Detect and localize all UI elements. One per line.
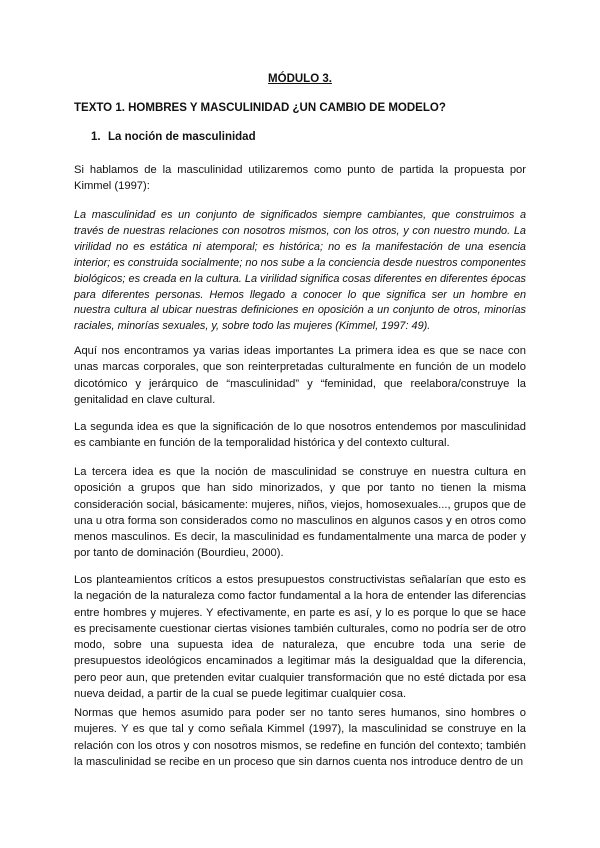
subsection-heading [91, 131, 256, 143]
module-title: MÓDULO 3. [268, 73, 332, 85]
subsection-number: 1. [91, 131, 101, 143]
paragraph-first-idea: Aquí nos encontramos ya varias ideas importantes La primera idea es que se nace con unas marcas corporales, que son reinterpretadas culturalmente en función de un modelo dicotómico y jerárquico de “masculinidad” y “feminidad, que reelabora/construye la genitalidad en clave cultural. [74, 345, 526, 406]
paragraph-norms: Normas que hemos asumido para poder ser no tanto seres humanos, sino hombres o mujeres. Y es que tal y como señala Kimmel (1997), la masculinidad se construye en la relación con los otros y con nosotros mismos, se redefine en función del contexto; también la masculinidad se recibe en un proceso que sin darnos cuenta nos introduce dentro de un [74, 707, 526, 768]
text-title: TEXTO 1. HOMBRES Y MASCULINIDAD ¿UN CAMBIO DE MODELO? [74, 102, 446, 114]
intro-paragraph: Si hablamos de la masculinidad utilizaremos como punto de partida la propuesta por Kimmel (1997): [74, 164, 526, 193]
subsection-label: La noción de masculinidad [108, 131, 256, 143]
paragraph-critiques: Los planteamientos críticos a estos presupuestos constructivistas señalarían que esto es la negación de la naturaleza como factor fundamental a la hora de entender las diferencias entre hombres y mujeres. Y efectivamente, en parte es así, y lo es porque lo que se hace es precisamente cuestionar ciertas visiones también culturales, como no podría ser de otro modo, sobre una supuesta idea de naturaleza, que encubre toda una serie de presupuestos ideológicos encaminados a legitimar más la desigualdad que la diferencia, pero peor aun, que pretenden evitar cualquier transformación que no esté dictada por esa nueva deidad, a partir de la cual se puede legitimar cualquier cosa. [74, 574, 526, 701]
paragraph-second-idea: La segunda idea es que la significación de lo que nosotros entendemos por masculinidad es cambiante en función de la temporalidad histórica y del contexto cultural. [74, 421, 526, 450]
paragraph-third-idea: La tercera idea es que la noción de masculinidad se construye en nuestra cultura en oposición a grupos que han sido minorizados, y que por tanto no tienen la misma consideración social, básicamente: mujeres, niños, viejos, homosexuales..., grupos que de una u otra forma son considerados como no masculinos en algunos casos y en otros como menos masculinos. Es decir, la masculinidad es fundamentalmente una marca de poder y por tanto de dominación (Bourdieu, 2000). [74, 466, 526, 560]
kimmel-quote: La masculinidad es un conjunto de significados siempre cambiantes, que construimos a través de nuestras relaciones con nosotros mismos, con los otros, y con nuestro mundo. La virilidad no es estática ni atemporal; es histórica; no es la manifestación de una esencia interior; es construida socialmente; no nos sube a la conciencia desde nuestros componentes biológicos; es creada en la cultura. La virilidad significa cosas diferentes en diferentes épocas para diferentes personas. Hemos llegado a conocer lo que significa ser un hombre en nuestra cultura al ubicar nuestras definiciones en oposición a un conjunto de otros, minorías raciales, minorías sexuales, y, sobre todo las mujeres (Kimmel, 1997: 49). [74, 209, 526, 333]
